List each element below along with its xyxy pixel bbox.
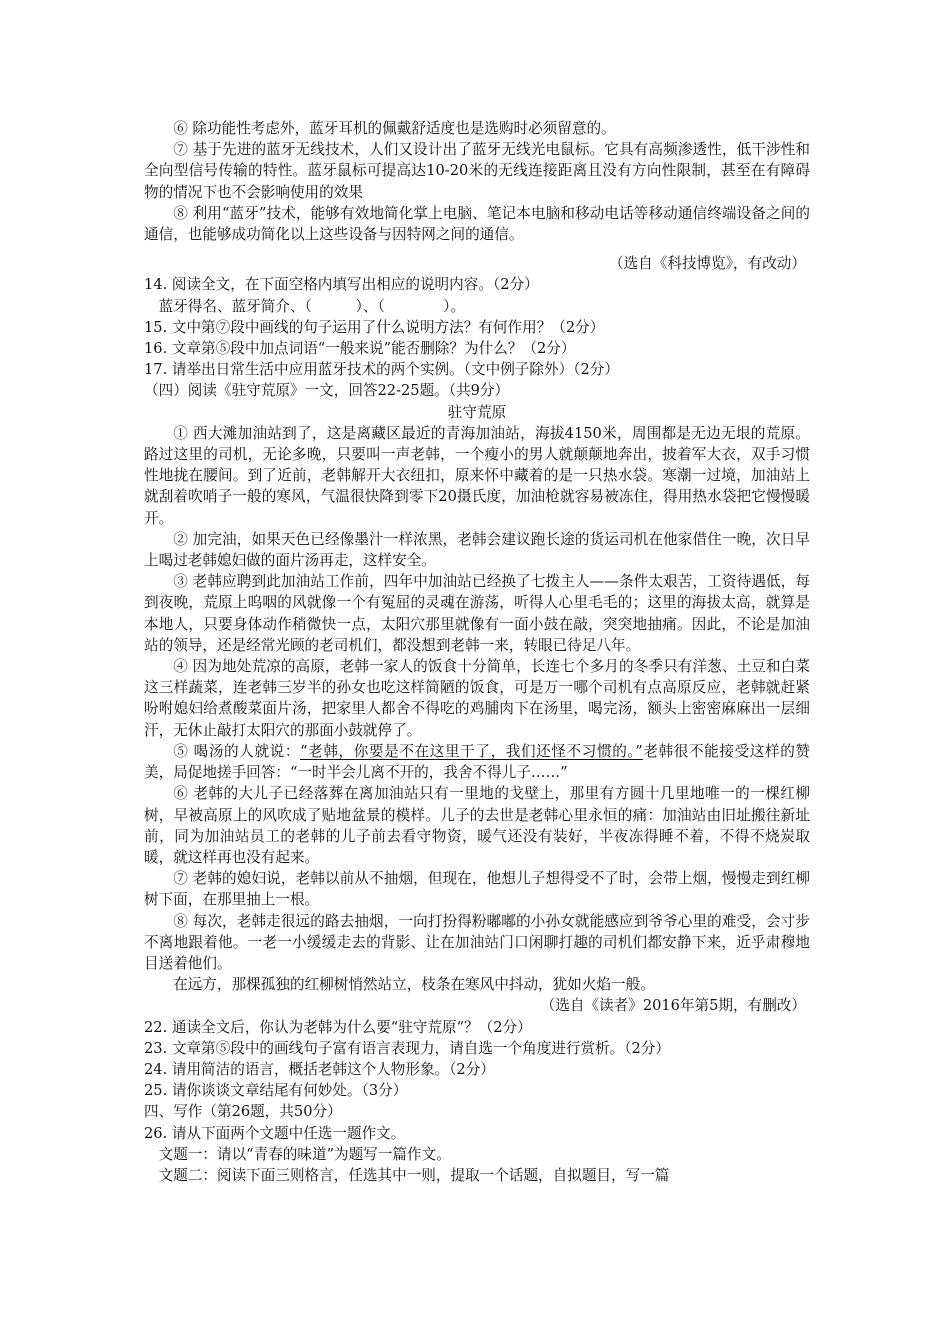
question-24: 24. 请用简洁的语言，概括老韩这个人物形象。（2分）: [144, 1060, 495, 1078]
paragraph-8: ⑧ 利用“蓝牙”技术，能够有效地简化掌上电脑、笔记本电脑和移动电话等移动通信终端设备之间的通信，也能够成功简化以上这些设备与因特网之间的通信。: [144, 204, 810, 244]
question-16: 16. 文章第⑤段中加点词语“一般来说”能否删除？为什么？（2分）: [144, 340, 576, 358]
spacer: [144, 245, 810, 253]
article-closing: 在远方，那棵孤独的红柳树悄然站立，枝条在寒风中抖动，犹如火焰一般。: [173, 976, 655, 994]
question-25: 25. 请你谈谈文章结尾有何妙处。（3分）: [144, 1082, 408, 1100]
question-22: 22. 通读全文后，你认为老韩为什么要“驻守荒原“？（2分）: [144, 1018, 532, 1036]
source-citation-1: （选自《科技博览》，有改动）: [608, 255, 806, 273]
article-paragraph-6: ⑥ 老韩的大儿子已经落葬在离加油站只有一里地的戈壁上，那里有方圆十几里地唯一的一棵红柳树，早被高原上的风吹成了贴地盆景的模样。儿子的去世是老韩心里永恒的痛：加油站由旧址搬往新址前，同为加油站员工的老韩的儿子前去看守物资，暖气还没有装好，半夜冻得睡不着，不得不烧炭取暖，就这样再也没有起来。: [144, 785, 810, 866]
underlined-sentence: “老韩，你要是不在这里干了，我们还怪不习惯的。”: [300, 742, 643, 760]
question-23: 23. 文章第⑤段中的画线句子富有语言表现力，请自选一个角度进行赏析。（2分）: [144, 1039, 671, 1057]
article-title: 驻守荒原: [447, 403, 507, 421]
question-14: 14. 阅读全文，在下面空格内填写出相应的说明内容。（2分）: [144, 276, 539, 294]
article-paragraph-4: ④ 因为地处荒凉的高原，老韩一家人的饭食十分简单，长连七个多月的冬季只有洋葱、土豆和白菜这三样蔬菜，连老韩三岁半的孙女也吃这样简陋的饭食，可是万一哪个司机有点高原反应，老韩就赶紧吩咐媳妇给煮酸菜面片汤，把家里人都舍不得吃的鸡脯肉下在汤里，喝完汤，额头上密密麻麻出一层细汗，无休止敲打太阳穴的那面小鼓就停了。: [144, 658, 810, 739]
article-paragraph-7: ⑦ 老韩的媳妇说，老韩以前从不抽烟，但现在，他想儿子想得受不了时，会带上烟，慢慢走到红柳树下面，在那里抽上一根。: [144, 870, 810, 909]
writing-section-heading: 四、写作（第26题，共50分）: [144, 1103, 342, 1121]
article-paragraph-3: ③ 老韩应聘到此加油站工作前，四年中加油站已经换了七拨主人——条件太艰苦，工资待遇低，每到夜晚，荒原上呜咽的风就像一个有冤屈的灵魂在游荡，听得人心里毛毛的；这里的海拔太高，就算是本地人，只要身体动作稍微快一点，太阳穴那里就像有一面小鼓在敲，突突地抽痛。因此，不论是加油站的领导，还是经常光顾的老司机们，都没想到老韩一来，转眼已待足八年。: [144, 573, 810, 654]
section-four-heading: （四）阅读《驻守荒原》一文，回答22-25题。（共9分）: [144, 382, 510, 400]
paragraph-5-rest: 老韩很不能接受这样的赞美，局促地搓手回答：“一时半会儿离不开的，我舍不得儿子……”: [144, 742, 810, 782]
article-paragraph-5: [144, 741, 810, 783]
writing-topic-1: 文题一：请以“青春的味道”为题写一篇作文。: [158, 1145, 451, 1163]
article-paragraph-1: ① 西大滩加油站到了，这是离藏区最近的青海加油站，海拔4150米，周围都是无边无垠的荒原。路过这里的司机，无论多晚，只要叫一声老韩，一个瘦小的男人就颠颠地奔出，披着军大衣，双手习惯性地拢在腰间。到了近前，老韩解开大衣纽扣，原来怀中藏着的是一只热水袋。寒潮一过境，加油站上就刮着吹哨子一般的寒风，气温很快降到零下20摄氏度，加油枪就容易被冻住，得用热水袋把它慢慢暖开。: [144, 424, 810, 527]
article-paragraph-8: ⑧ 每次，老韩走很远的路去抽烟，一向打扮得粉嘟嘟的小孙女就能感应到爷爷心里的难受，会寸步不离地跟着他。一老一小缓缓走去的背影、让在加油站门口闲聊打趣的司机们都安静下来，近乎肃穆地目送着他们。: [144, 912, 810, 972]
question-17: 17. 请举出日常生活中应用蓝牙技术的两个实例。（文中例子除外）（2分）: [144, 361, 619, 379]
question-14-blanks: 蓝牙得名、蓝牙简介、（ ）、（ ）。: [158, 297, 466, 315]
question-26: 26. 请从下面两个文题中任选一题作文。: [144, 1124, 406, 1142]
question-15: 15. 文中第⑦段中画线的句子运用了什么说明方法？有何作用？（2分）: [144, 318, 605, 336]
writing-topic-2: 文题二：阅读下面三则格言，任选其中一则，提取一个话题，自拟题目，写一篇: [158, 1166, 670, 1184]
document-page: [144, 118, 810, 1186]
paragraph-7: ⑦ 基于先进的蓝牙无线技术，人们又设计出了蓝牙无线光电鼠标。它具有高频渗透性，低干涉性和全向型信号传输的特性。蓝牙鼠标可提高达10-20米的无线连接距离且没有方向性限制，甚至在有障碍物的情况下也不会影响使用的效果: [144, 141, 810, 201]
source-citation-2: （选自《读者》2016年第5期，有删改）: [540, 997, 806, 1015]
paragraph-5-lead: ⑤ 喝汤的人就说：: [173, 742, 301, 760]
paragraph-6: ⑥ 除功能性考虑外，蓝牙耳机的佩戴舒适度也是选购时必须留意的。: [173, 120, 616, 137]
article-paragraph-2: ② 加完油，如果天色已经像墨汁一样浓黑，老韩会建议跑长途的货运司机在他家借住一晚，次日早上喝过老韩媳妇做的面片汤再走，这样安全。: [144, 530, 810, 570]
